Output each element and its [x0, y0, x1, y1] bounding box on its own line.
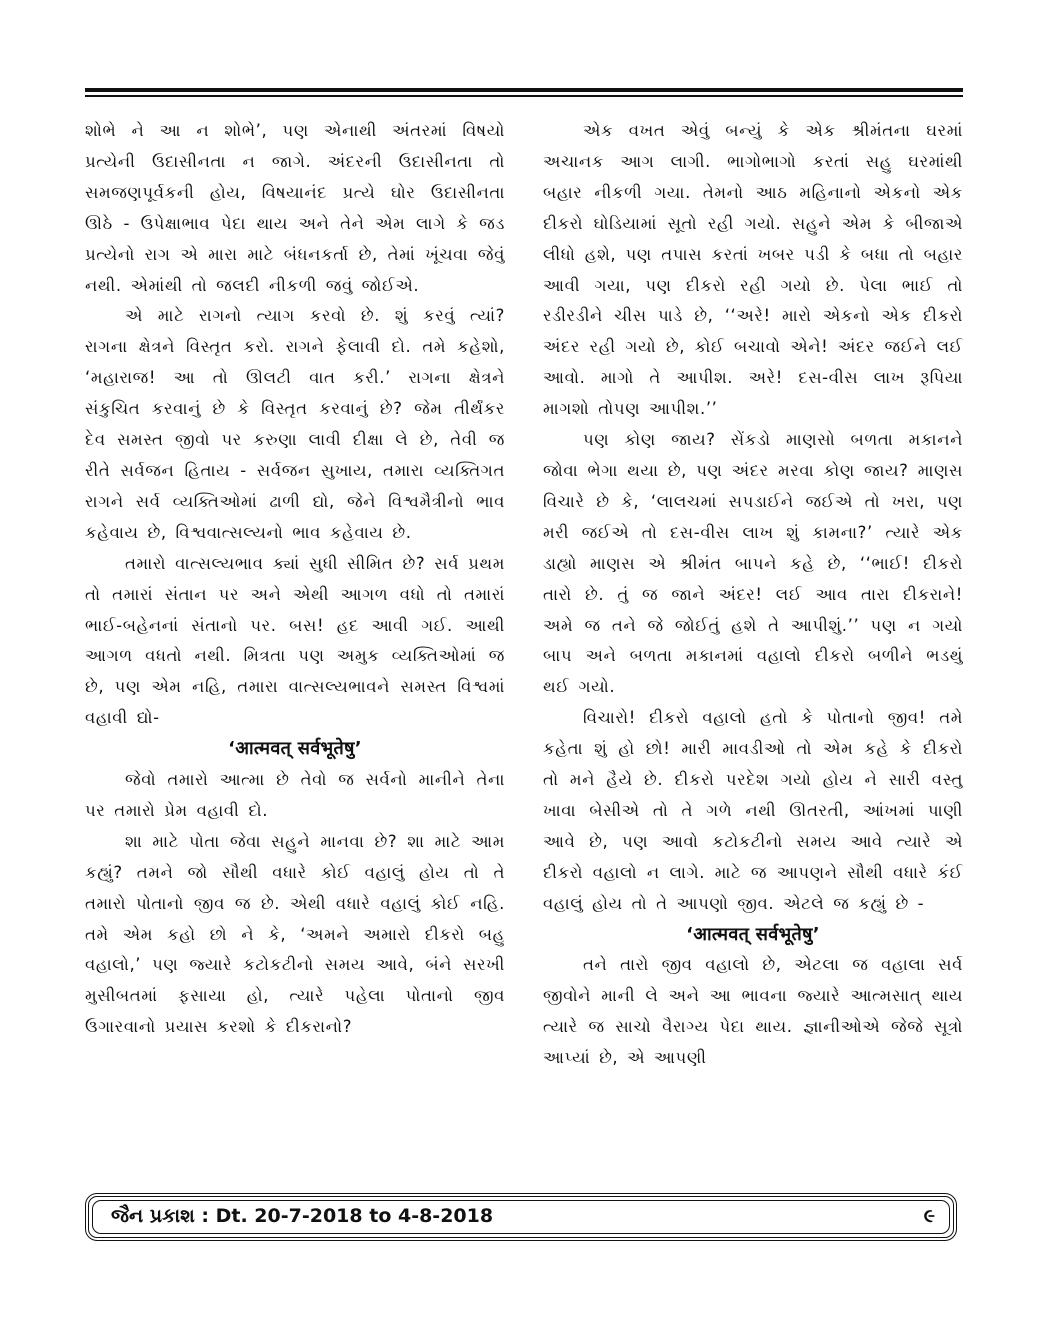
right-paragraph-3: વિચારો! દીકરો વહાલો હતો કે પોતાનો જીવ! તમે કહેતા શું હો છો! મારી માવડીઓ તો એમ કહે કે દીકરો તો મને હૈયે છે. દીકરો પરદેશ ગયો હોય ને સારી વસ્તુ ખાવા બેસીએ તો તે ગળે નથી ઊતરતી, આંખમાં પાણી આવે છે, પણ આવો કટોકટીનો સમય આવે ત્યારે એ દીકરો વહાલો ન લાગે. માટે જ આપણને સૌથી વધારે કંઈ વહાલું હોય તો તે આપણો જીવ. એટલે જ કહ્યું છે -: [543, 708, 963, 913]
left-paragraph-1: શોભે ને આ ન શોભે’, પણ એનાથી અંતરમાં વિષયો પ્રત્યેની ઉદાસીનતા ન જાગે. અંદરની ઉદાસીનતા તો સમજણપૂર્વકની હોય, વિષયાનંદ પ્રત્યે ઘોર ઉદાસીનતા ઊઠે - ઉપેક્ષાભાવ પેદા થાય અને તેને એમ લાગે કે જડ પ્રત્યેનો રાગ એ મારા માટે બંધનકર્તા છે, તેમાં ખૂંચવા જેવું નથી. એમાંથી તો જલદી નીકળી જવું જોઈએ.: [85, 121, 505, 295]
left-paragraph-3: તમારો વાત્સલ્યભાવ ક્યાં સુધી સીમિત છે? સર્વ પ્રથમ તો તમારાં સંતાન પર અને એથી આગળ વધો તો તમારાં ભાઈ-બહેનનાં સંતાનો પર. બસ! હદ આવી ગઈ. આથી આગળ વધતો નથી. મિત્રતા પણ અમુક વ્યક્તિઓમાં જ છે, પણ એમ નહિ, તમારા વાત્સલ્યભાવને સમસ્ત વિશ્વમાં વહાવી દ્યો-: [85, 553, 505, 728]
left-sanskrit-heading: ‘आत्मवत् सर्वभूतेषु’: [228, 738, 362, 760]
right-paragraph-2: પણ કોણ જાય? સેંકડો માણસો બળતા મકાનને જોવા ભેગા થયા છે, પણ અંદર મરવા કોણ જાય? માણસ વિચારે છે કે, ‘લાલચમાં સપડાઈને જઈએ તો ખરા, પણ મરી જઈએ તો દસ-વીસ લાખ શું કામના?’ ત્યારે એક ડાહ્યો માણસ એ શ્રીમંત બાપને કહે છે, ‘‘ભાઈ! દીકરો તારો છે. તું જ જાને અંદર! લઈ આવ તારા દીકરાને! અમે જ તને જે જોઈતું હશે તે આપીશું.’’ પણ ન ગયો બાપ અને બળતા મકાનમાં વહાલો દીકરો બળીને ભડથું થઈ ગયો.: [543, 430, 963, 697]
right-column: [543, 116, 963, 1074]
left-column: [85, 116, 505, 1043]
header-rule-thick: [85, 88, 963, 92]
left-paragraph-2: એ માટે રાગનો ત્યાગ કરવો છે. શું કરવું ત્યાં? રાગના ક્ષેત્રને વિસ્તૃત કરો. રાગને ફેલાવી દો. તમે કહેશો, ‘મહારાજ! આ તો ઊલટી વાત કરી.’ રાગના ક્ષેત્રને સંકુચિત કરવાનું છે કે વિસ્તૃત કરવાનું છે? જેમ તીર્થંકર દેવ સમસ્ત જીવો પર કરુણા લાવી દીક્ષા લે છે, તેવી જ રીતે સર્વજન હિતાય - સર્વજન સુખાય, તમારા વ્યક્તિગત રાગને સર્વ વ્યક્તિઓમાં ઢાળી દ્યો, જેને વિશ્વમૈત્રીનો ભાવ કહેવાય છે, વિશ્વવાત્સલ્યનો ભાવ કહેવાય છે.: [85, 306, 505, 542]
footer-box: [85, 1193, 957, 1241]
page-number: ૯: [923, 1205, 935, 1227]
left-paragraph-4: જેવો તમારો આત્મા છે તેવો જ સર્વનો માનીને તેના પર તમારો પ્રેમ વહાવી દો.: [85, 770, 505, 820]
right-paragraph-1: એક વખત એવું બન્યું કે એક શ્રીમંતના ઘરમાં અચાનક આગ લાગી. ભાગોભાગો કરતાં સહુ ઘરમાંથી બહાર નીકળી ગયા. તેમનો આઠ મહિનાનો એકનો એક દીકરો ઘોડિયામાં સૂતો રહી ગયો. સહુને એમ કે બીજાએ લીધો હશે, પણ તપાસ કરતાં ખબર પડી કે બધા તો બહાર આવી ગયા, પણ દીકરો રહી ગયો છે. પેલા ભાઈ તો રડીરડીને ચીસ પાડે છે, ‘‘અરે! મારો એકનો એક દીકરો અંદર રહી ગયો છે, કોઈ બચાવો એને! અંદર જઈને લઈ આવો. માગો તે આપીશ. અરે! દસ-વીસ લાખ રૂપિયા માગશો તોપણ આપીશ.’’: [543, 121, 963, 419]
footer-title: જૈન પ્રકાશ : Dt. 20-7-2018 to 4-8-2018: [111, 1205, 494, 1227]
right-sanskrit-heading: ‘आत्मवत् सर्वभूतेषु’: [686, 923, 820, 945]
left-paragraph-5: શા માટે પોતા જેવા સહુને માનવા છે? શા માટે આમ કહ્યું? તમને જો સૌથી વધારે કોઈ વહાલું હોય તો તે તમારો પોતાનો જીવ જ છે. એથી વધારે વહાલું કોઈ નહિ. તમે એમ કહો છો ને કે, ‘અમને અમારો દીકરો બહુ વહાલો,’ પણ જ્યારે કટોકટીનો સમય આવે, બંને સરખી મુસીબતમાં ફસાયા હો, ત્યારે પહેલા પોતાનો જીવ ઉગારવાનો પ્રયાસ કરશો કે દીકરાનો?: [85, 831, 505, 1037]
right-paragraph-4: તને તારો જીવ વહાલો છે, એટલા જ વહાલા સર્વ જીવોને માની લે અને આ ભાવના જ્યારે આત્મસાત્ થાય ત્યારે જ સાચો વૈરાગ્ય પેદા થાય. જ્ઞાનીઓએ જેજે સૂત્રો આપ્યાં છે, એ આપણી: [543, 955, 963, 1068]
header-rule-thin: [85, 95, 963, 97]
